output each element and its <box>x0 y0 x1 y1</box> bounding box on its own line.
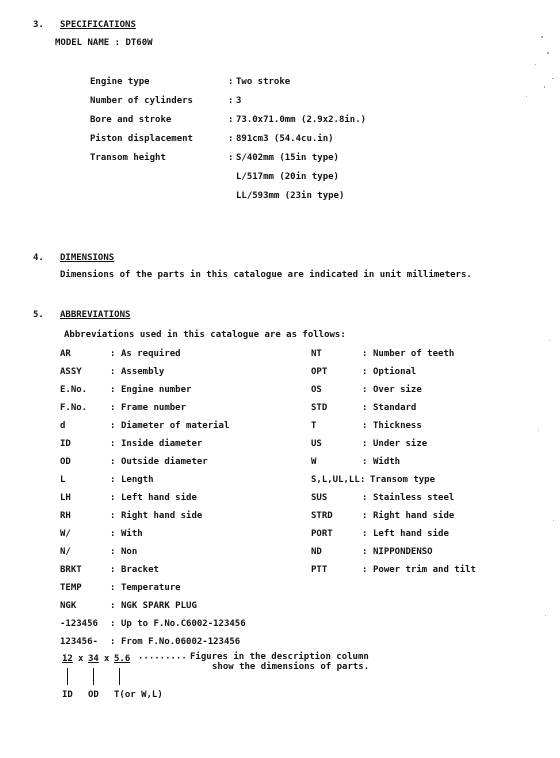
abbr-colon: : <box>110 583 116 593</box>
abbr-meaning: As required <box>121 349 181 359</box>
spec-label: Engine type <box>90 77 150 87</box>
abbr-colon: : <box>362 367 368 377</box>
section-3-title: SPECIFICATIONS <box>60 20 136 30</box>
abbr-key: US <box>311 439 322 449</box>
abbr-key: L <box>60 475 66 485</box>
section-5-title: ABBREVIATIONS <box>60 310 131 320</box>
section-5-number: 5. <box>33 310 44 320</box>
example-label-id: ID <box>62 690 73 700</box>
abbr-key: 123456- <box>60 637 98 647</box>
model-name-line: MODEL NAME : DT60W <box>55 38 153 48</box>
abbr-meaning: Outside diameter <box>121 457 208 467</box>
spec-label: Number of cylinders <box>90 96 193 106</box>
abbr-key: ND <box>311 547 322 557</box>
abbr-meaning: Left hand side <box>373 529 449 539</box>
abbr-key: T <box>311 421 317 431</box>
example-note-line-1: Figures in the description column <box>190 652 369 662</box>
abbr-meaning: Standard <box>373 403 417 413</box>
abbr-colon: : <box>110 529 116 539</box>
scan-speck <box>538 430 539 431</box>
spec-value: 3 <box>236 96 242 106</box>
abbr-key: STD <box>311 403 328 413</box>
abbr-meaning: Power trim and tilt <box>373 565 476 575</box>
abbr-colon: : <box>362 511 368 521</box>
abbr-colon: : <box>110 367 116 377</box>
scan-speck <box>547 52 549 54</box>
spec-colon: : <box>228 153 234 163</box>
abbreviations-intro: Abbreviations used in this catalogue are as follows: <box>64 330 346 340</box>
spec-value-extra: L/517mm (20in type) <box>236 172 339 182</box>
abbr-colon: : <box>362 565 368 575</box>
abbr-colon: : <box>110 601 116 611</box>
section-3-number: 3. <box>33 20 44 30</box>
abbr-meaning: Left hand side <box>121 493 197 503</box>
abbr-key: W/ <box>60 529 71 539</box>
abbr-key: E.No. <box>60 385 88 395</box>
example-pointer-line <box>67 668 68 685</box>
example-number-od: 34 <box>88 654 99 664</box>
abbr-meaning: Up to F.No.C6002-123456 <box>121 619 246 629</box>
abbr-key: BRKT <box>60 565 82 575</box>
abbr-colon: : <box>362 403 368 413</box>
section-4-number: 4. <box>33 253 44 263</box>
abbr-colon: : <box>362 547 368 557</box>
abbr-meaning: Under size <box>373 439 428 449</box>
example-label-t: T(or W,L) <box>114 690 163 700</box>
abbr-meaning: Optional <box>373 367 417 377</box>
spec-value: S/402mm (15in type) <box>236 153 339 163</box>
dimensions-text: Dimensions of the parts in this catalogue are indicated in unit millimeters. <box>60 270 472 280</box>
abbr-colon: : <box>110 403 116 413</box>
abbr-key: TEMP <box>60 583 82 593</box>
example-number-t: 5.6 <box>114 654 131 664</box>
abbr-meaning: Temperature <box>121 583 181 593</box>
abbr-meaning: Number of teeth <box>373 349 455 359</box>
abbr-colon: : <box>110 457 116 467</box>
scan-speck <box>545 615 546 616</box>
abbr-meaning: Diameter of material <box>121 421 230 431</box>
abbr-colon: : <box>362 493 368 503</box>
abbr-colon: : <box>110 349 116 359</box>
spec-value-extra: LL/593mm (23in type) <box>236 191 345 201</box>
abbr-key: F.No. <box>60 403 88 413</box>
abbr-meaning: Transom type <box>370 475 436 485</box>
spec-colon: : <box>228 134 234 144</box>
example-pointer-line <box>93 668 94 685</box>
scan-speck <box>526 96 527 97</box>
abbr-colon: : <box>110 475 116 485</box>
scan-speck <box>541 36 543 38</box>
abbr-colon: : <box>110 385 116 395</box>
abbr-key: STRD <box>311 511 333 521</box>
abbr-colon: : <box>360 475 366 485</box>
example-note-line-2: show the dimensions of parts. <box>212 662 370 672</box>
abbr-key: W <box>311 457 317 467</box>
abbr-colon: : <box>110 421 116 431</box>
scan-speck <box>535 64 536 65</box>
abbr-colon: : <box>362 385 368 395</box>
abbr-meaning: Assembly <box>121 367 165 377</box>
abbr-meaning: Width <box>373 457 401 467</box>
abbr-colon: : <box>110 547 116 557</box>
spec-label: Piston displacement <box>90 134 193 144</box>
abbr-key: PTT <box>311 565 328 575</box>
abbr-key: PORT <box>311 529 333 539</box>
spec-colon: : <box>228 77 234 87</box>
example-number-id: 12 <box>62 654 73 664</box>
abbr-key: OS <box>311 385 322 395</box>
abbr-meaning: Frame number <box>121 403 187 413</box>
abbr-key: RH <box>60 511 71 521</box>
abbr-colon: : <box>110 619 116 629</box>
abbr-key: ID <box>60 439 71 449</box>
abbr-colon: : <box>110 565 116 575</box>
abbr-meaning: Thickness <box>373 421 422 431</box>
abbr-meaning: Inside diameter <box>121 439 203 449</box>
abbr-key: ASSY <box>60 367 82 377</box>
spec-label: Transom height <box>90 153 166 163</box>
abbr-colon: : <box>110 511 116 521</box>
scan-speck <box>544 86 545 88</box>
example-label-od: OD <box>88 690 99 700</box>
abbr-colon: : <box>362 529 368 539</box>
abbr-key: d <box>60 421 66 431</box>
abbr-meaning: Stainless steel <box>373 493 455 503</box>
example-pointer-line <box>119 668 120 685</box>
abbr-meaning: Bracket <box>121 565 159 575</box>
abbr-meaning: From F.No.06002-123456 <box>121 637 241 647</box>
abbr-key: OPT <box>311 367 328 377</box>
spec-value: 73.0x71.0mm (2.9x2.8in.) <box>236 115 367 125</box>
abbr-meaning: NGK SPARK PLUG <box>121 601 197 611</box>
abbr-meaning: Engine number <box>121 385 192 395</box>
abbr-colon: : <box>362 421 368 431</box>
abbr-meaning: Right hand side <box>373 511 455 521</box>
abbr-meaning: Right hand side <box>121 511 203 521</box>
abbr-meaning: With <box>121 529 143 539</box>
abbr-key: N/ <box>60 547 71 557</box>
abbr-key: LH <box>60 493 71 503</box>
abbr-key: SUS <box>311 493 328 503</box>
example-dots: ········· <box>138 654 187 664</box>
abbr-colon: : <box>110 439 116 449</box>
abbr-colon: : <box>362 349 368 359</box>
example-times: x <box>78 654 84 664</box>
abbr-colon: : <box>110 637 116 647</box>
scan-speck <box>552 78 554 79</box>
section-4-title: DIMENSIONS <box>60 253 115 263</box>
example-times: x <box>104 654 110 664</box>
scan-speck <box>553 520 554 521</box>
abbr-meaning: NIPPONDENSO <box>373 547 433 557</box>
abbr-key: S,L,UL,LL <box>311 475 360 485</box>
abbr-key: AR <box>60 349 71 359</box>
scan-speck <box>549 340 550 341</box>
spec-colon: : <box>228 96 234 106</box>
abbr-key: -123456 <box>60 619 98 629</box>
abbr-meaning: Length <box>121 475 154 485</box>
spec-value: 891cm3 (54.4cu.in) <box>236 134 334 144</box>
spec-label: Bore and stroke <box>90 115 172 125</box>
abbr-colon: : <box>362 457 368 467</box>
abbr-key: NT <box>311 349 322 359</box>
spec-value: Two stroke <box>236 77 291 87</box>
abbr-key: NGK <box>60 601 77 611</box>
abbr-meaning: Non <box>121 547 138 557</box>
abbr-colon: : <box>110 493 116 503</box>
abbr-meaning: Over size <box>373 385 422 395</box>
abbr-key: OD <box>60 457 71 467</box>
spec-colon: : <box>228 115 234 125</box>
abbr-colon: : <box>362 439 368 449</box>
